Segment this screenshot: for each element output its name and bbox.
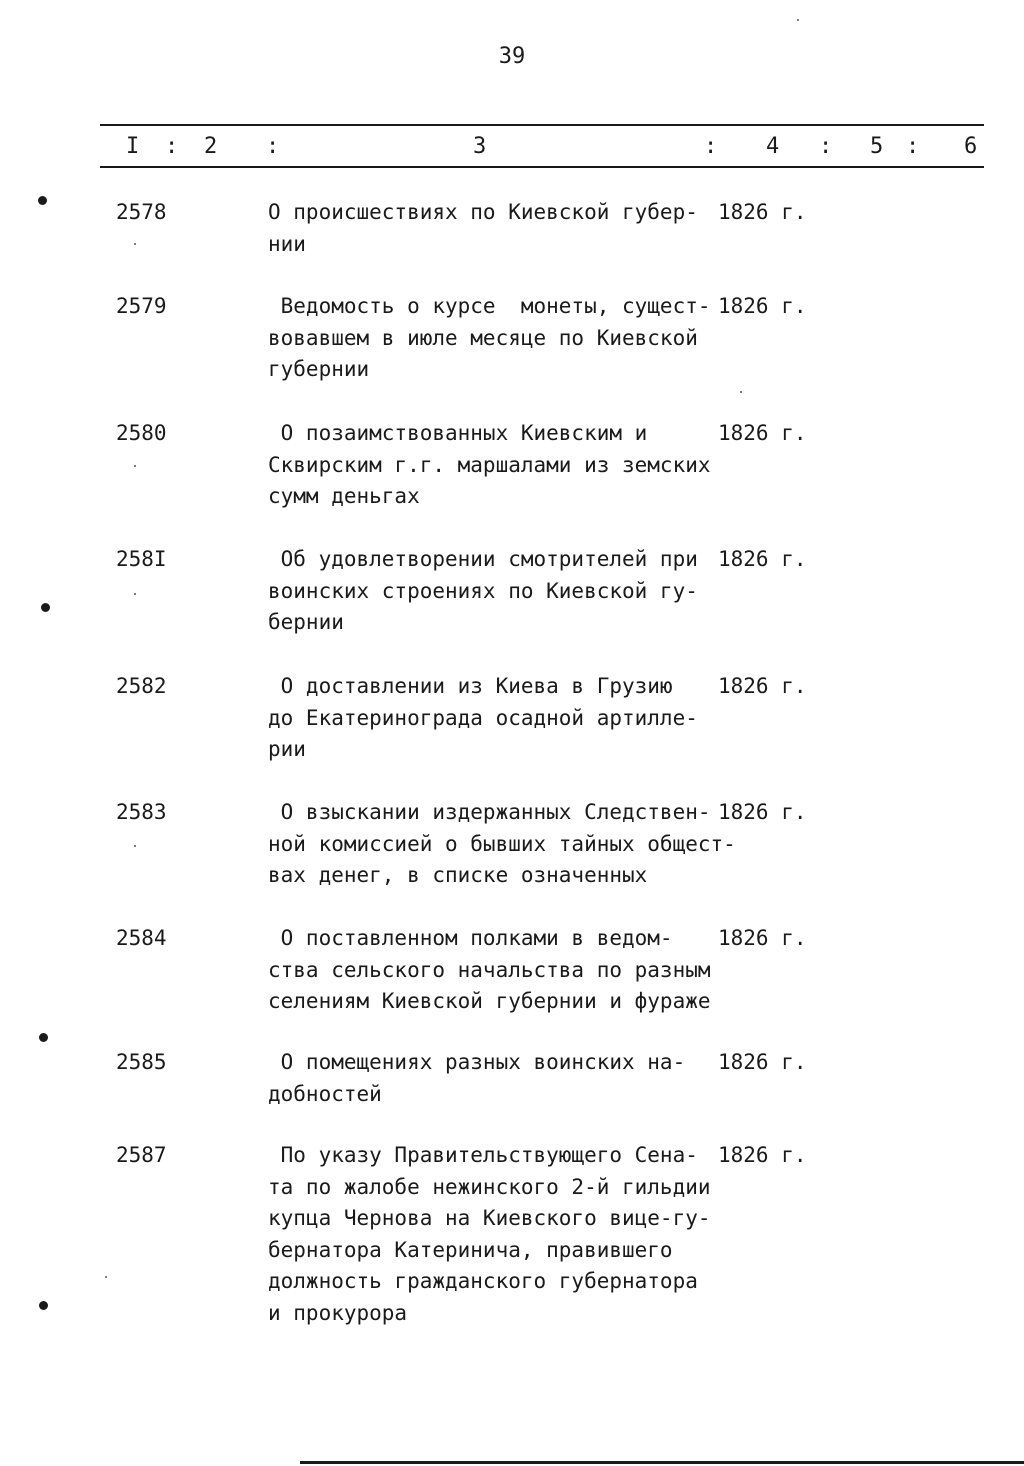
description-line: до Екатеринограда осадной артилле- [268, 705, 698, 730]
description-line: должность гражданского губернатора [268, 1269, 698, 1293]
description-line: та по жалобе нежинского 2-й гильдии [268, 1174, 711, 1199]
column-header-1: I [126, 134, 140, 159]
entry-description [268, 197, 718, 260]
page-bottom-rule [300, 1461, 1024, 1464]
binding-hole-mark [39, 1033, 48, 1042]
description-line: ства сельского начальства по разным [268, 957, 711, 982]
table-top-rule [100, 124, 984, 126]
entry-description [268, 797, 736, 892]
entry-number: 2579 [116, 294, 167, 318]
description-line: рии [268, 737, 306, 761]
description-line: О позаимствованных Киевским и [268, 421, 648, 445]
binding-hole-mark [39, 1301, 48, 1310]
description-line: вовавшем в июле месяце по Киевской [268, 325, 698, 350]
column-header-6: 6 [964, 134, 978, 159]
scan-speck [134, 465, 136, 467]
description-line: бернии [268, 610, 344, 634]
description-line: нии [268, 231, 306, 256]
entry-date: 1826 г. [718, 1050, 807, 1074]
scan-speck [134, 845, 136, 847]
entry-number: 2583 [116, 800, 167, 824]
description-line: О доставлении из Киева в Грузию [268, 674, 673, 698]
description-line: вах денег, в списке означенных [268, 863, 648, 887]
description-line: губернии [268, 357, 370, 381]
entry-date: 1826 г. [718, 200, 807, 224]
scan-speck [797, 19, 799, 21]
description-line: купца Чернова на Киевского вице-гу- [268, 1206, 711, 1230]
column-separator: : [266, 134, 280, 159]
description-line: ной комиссией о бывших тайных общест- [268, 831, 736, 856]
entry-number: 2580 [116, 421, 167, 445]
entry-description [268, 1140, 718, 1329]
table-header-rule [100, 166, 984, 168]
page-number: 39 [498, 44, 526, 69]
description-line: бернатора Катеринича, правившего [268, 1237, 673, 1262]
description-line: воинских строениях по Киевской гу- [268, 578, 698, 603]
description-line: По указу Правительствующего Сена- [268, 1143, 698, 1167]
binding-hole-mark [38, 196, 47, 205]
entry-date: 1826 г. [718, 1143, 807, 1167]
description-line: Сквирским г.г. маршалами из земских [268, 452, 711, 477]
entry-date: 1826 г. [718, 547, 807, 571]
description-line: селениям Киевской губернии и фураже [268, 989, 711, 1013]
description-line: сумм деньгах [268, 484, 420, 508]
description-line: О происшествиях по Киевской губер- [268, 200, 698, 224]
description-line: О поставленном полками в ведом- [268, 926, 673, 950]
scan-speck [134, 243, 136, 245]
entry-number: 258I [116, 547, 167, 571]
entry-date: 1826 г. [718, 674, 807, 698]
column-separator: : [704, 134, 718, 159]
entry-number: 2582 [116, 674, 167, 698]
entry-date: 1826 г. [718, 800, 807, 824]
entry-date: 1826 г. [718, 926, 807, 950]
entry-description [268, 291, 718, 386]
entry-description [268, 923, 718, 1018]
column-separator: : [819, 134, 833, 159]
entry-description [268, 671, 718, 766]
scan-speck [740, 391, 742, 393]
column-header-2: 2 [204, 134, 218, 159]
description-line: О помещениях разных воинских на- [268, 1050, 686, 1074]
entry-description [268, 544, 718, 639]
description-line: и прокурора [268, 1300, 408, 1325]
entry-number: 2584 [116, 926, 167, 950]
description-line: О взыскании издержанных Следствен- [268, 800, 711, 824]
description-line: Об удовлетворении смотрителей при [268, 547, 698, 571]
description-line: Ведомость о курсе монеты, сущест- [268, 294, 711, 318]
scan-speck [134, 593, 136, 595]
entry-description [268, 418, 718, 513]
entry-number: 2587 [116, 1143, 167, 1167]
entry-number: 2578 [116, 200, 167, 224]
entry-date: 1826 г. [718, 421, 807, 445]
description-line: добностей [268, 1081, 382, 1106]
column-header-5: 5 [870, 134, 884, 159]
entry-description [268, 1047, 718, 1110]
column-separator: : [165, 134, 179, 159]
column-header-4: 4 [766, 134, 780, 159]
scan-speck [105, 1276, 107, 1278]
column-header-3: 3 [473, 134, 487, 159]
column-separator: : [906, 134, 920, 159]
binding-hole-mark [41, 603, 50, 612]
entry-number: 2585 [116, 1050, 167, 1074]
entry-date: 1826 г. [718, 294, 807, 318]
